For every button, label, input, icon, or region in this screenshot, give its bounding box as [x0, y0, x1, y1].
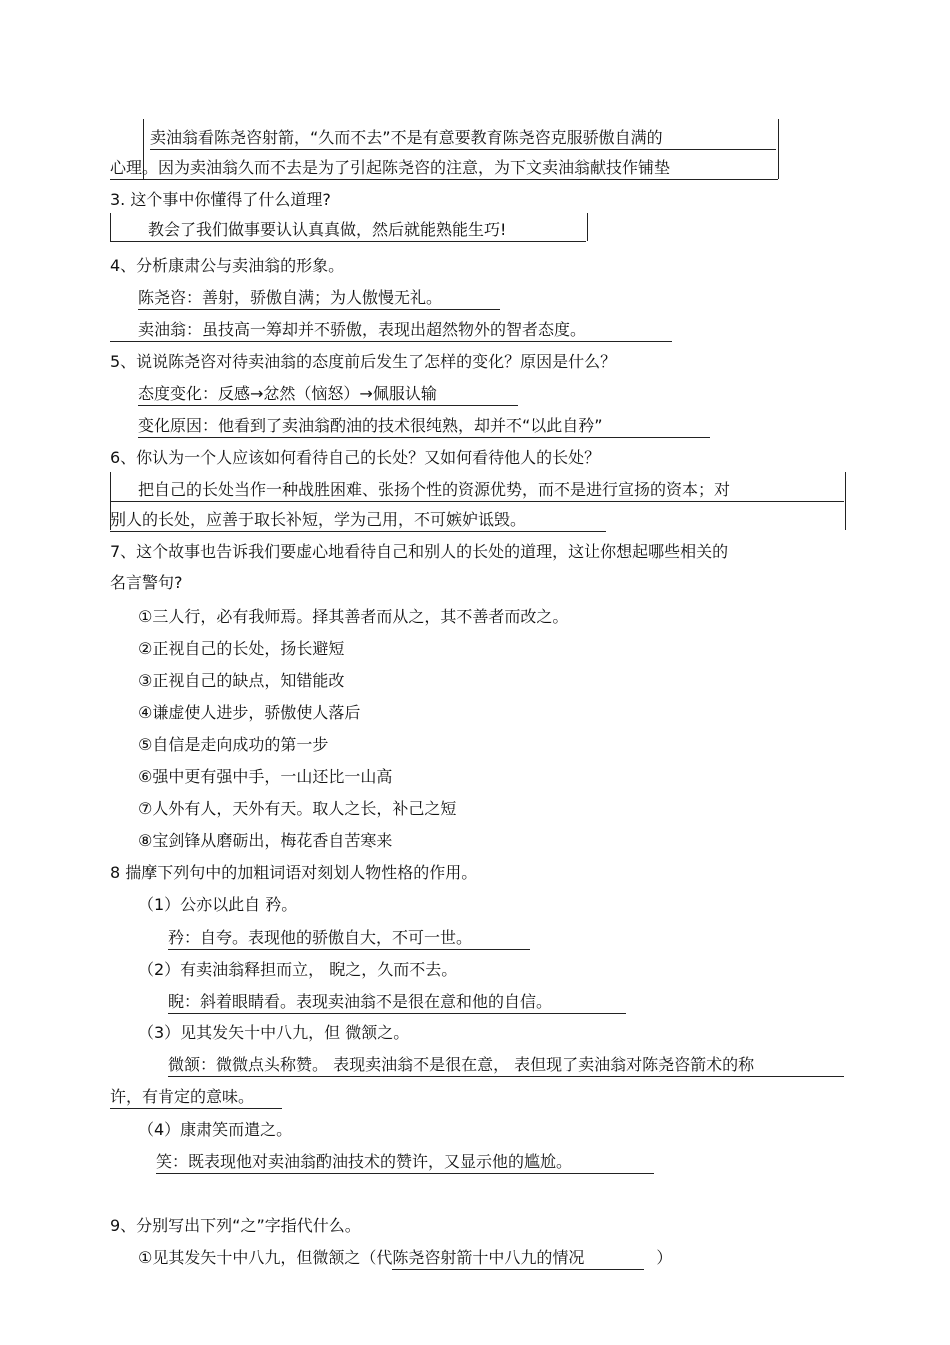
- list-item: ④谦虚使人进步，骄傲使人落后: [138, 703, 361, 722]
- answer-line: 许，有肯定的意味。: [110, 1087, 282, 1109]
- list-item: ⑦人外有人，天外有天。取人之长，补己之短: [138, 799, 457, 818]
- answer-line: 陈尧咨：善射，骄傲自满；为人傲慢无礼。: [138, 288, 500, 310]
- answer-line: 卖油翁看陈尧咨射箭，“久而不去”不是有意要教育陈尧咨克服骄傲自满的: [150, 128, 776, 150]
- list-item: ⑥强中更有强中手，一山还比一山高: [138, 767, 393, 786]
- question-3: 3. 这个事中你懂得了什么道理?: [110, 190, 331, 209]
- answer-line: 笑：既表现他对卖油翁酌油技术的赞许，又显示他的尴尬。: [156, 1152, 654, 1174]
- question-7: 7、这个故事也告诉我们要虚心地看待自己和别人的长处的道理，这让你想起哪些相关的: [110, 542, 729, 561]
- answer-line: 把自己的长处当作一种战胜困难、张扬个性的资源优势，而不是进行宣扬的资本；对: [110, 480, 844, 502]
- list-item: ③正视自己的缺点，知错能改: [138, 671, 345, 690]
- sentence-4: （4）康肃笑而遣之。: [138, 1120, 293, 1139]
- answer-line: 别人的长处，应善于取长补短，学为己用，不可嫉妒诋毁。: [110, 510, 606, 532]
- answer-line: 微颔：微微点头称赞。 表现卖油翁不是很在意， 表但现了卖油翁对陈尧咨箭术的称: [168, 1055, 844, 1077]
- question-7-cont: 名言警句?: [110, 573, 183, 592]
- answer-line: 睨：斜着眼睛看。表现卖油翁不是很在意和他的自信。: [168, 992, 626, 1014]
- sentence-2: （2）有卖油翁释担而立， 睨之，久而不去。: [138, 960, 458, 979]
- question-4: 4、分析康肃公与卖油翁的形象。: [110, 256, 345, 275]
- answer-line: 教会了我们做事要认认真真做，然后就能熟能生巧!: [110, 220, 586, 242]
- list-item: ①三人行，必有我师焉。择其善者而从之，其不善者而改之。: [138, 607, 569, 626]
- question-9: 9、分别写出下列“之”字指代什么。: [110, 1216, 361, 1235]
- answer-line: 变化原因：他看到了卖油翁酌油的技术很纯熟，却并不“以此自矜”: [138, 416, 710, 438]
- sentence-1: （1）公亦以此自 矜。: [138, 895, 298, 914]
- answer-line: 矜：自夸。表现他的骄傲自大，不可一世。: [168, 928, 530, 950]
- list-item: ⑤自信是走向成功的第一步: [138, 735, 329, 754]
- sentence-q9-1: ①见其发矢十中八九，但微颔之（代陈尧咨射箭十中八九的情况 ）: [138, 1248, 672, 1270]
- list-item: ⑧宝剑锋从磨砺出，梅花香自苦寒来: [138, 831, 393, 850]
- sentence-3: （3）见其发矢十中八九，但 微颔之。: [138, 1023, 410, 1042]
- answer-line: 心理。因为卖油翁久而不去是为了引起陈尧咨的注意，为下文卖油翁献技作铺垫: [110, 158, 778, 180]
- question-6: 6、你认为一个人应该如何看待自己的长处？又如何看待他人的长处？: [110, 448, 601, 467]
- answer-line: 态度变化：反感→忿然（恼怒）→佩服认输: [138, 384, 518, 406]
- question-8: 8 揣摩下列句中的加粗词语对刻划人物性格的作用。: [110, 863, 478, 882]
- answer-line: 卖油翁：虽技高一筹却并不骄傲，表现出超然物外的智者态度。: [110, 320, 672, 342]
- question-5: 5、说说陈尧咨对待卖油翁的态度前后发生了怎样的变化？原因是什么？: [110, 352, 617, 371]
- list-item: ②正视自己的长处，扬长避短: [138, 639, 345, 658]
